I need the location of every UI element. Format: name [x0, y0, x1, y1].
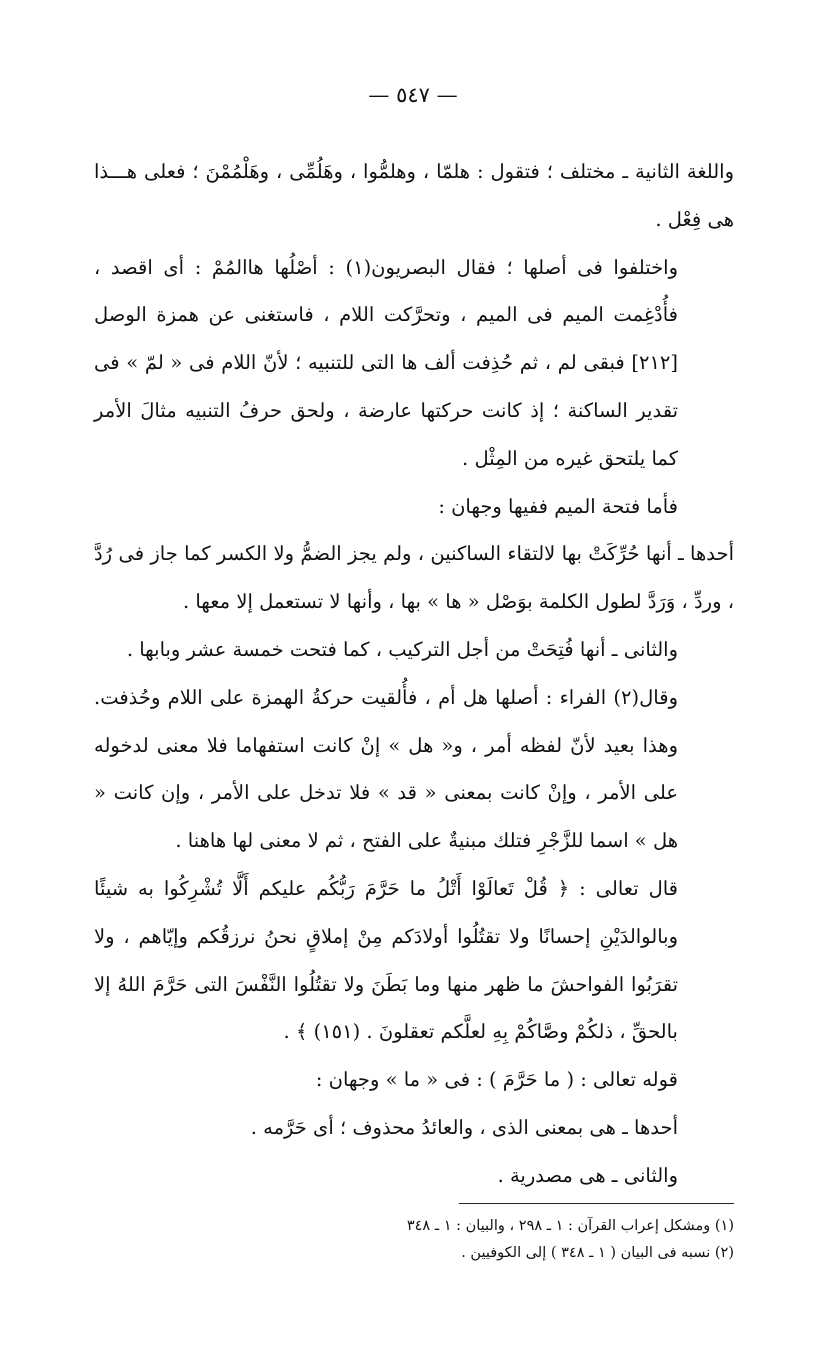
footnote-divider — [459, 1203, 734, 1204]
paragraph-2: واختلفوا فى أصلها ؛ فقال البصريون(١) : أصْلُها هاالمُمْ : أى اقصد ، فأُدْغِمت الميم فى الميم ، وتحرَّكت اللام ، فاستغنى عن همزة الوصل [٢١٢] فبقى لم ، ثم حُذِفت ألف ها التى للتنبيه ؛ لأنّ اللام فى « لمّ » فى تقدير الساكنة ؛ إذ كانت حركتها عارضة ، ولحق حرفُ التنبيه مثالَ الأمر كما يلتحق غيره من المِثْل . — [94, 255, 678, 470]
paragraph-1: واللغة الثانية ـ مختلف ؛ فتقول : هلمّا ، وهلمُّوا ، وهَلُمِّى ، وهَلْمُمْنَ ؛ فعلى هـــذا هى فِعْل . — [94, 160, 734, 231]
page-number: — ٥٤٧ — — [368, 83, 458, 107]
paragraph-6: وقال(٢) الفراء : أصلها هل أم ، فأُلقيت حركةُ الهمزة على اللام وحُذفت. وهذا بعيد لأنّ لفظه أمر ، و« هل » إنْ كانت استفهاما فلا معنى لدخوله على الأمر ، وإنْ كانت بمعنى « قد » فلا تدخل على الأمر ، وإن كانت « هل » اسما للزَّجْرِ فتلك مبنيةٌ على الفتح ، ثم لا معنى لها هاهنا . — [94, 685, 678, 853]
paragraph-10: والثانى ـ هى مصدرية . — [497, 1163, 678, 1187]
main-text — [94, 148, 734, 1200]
paragraph-9: أحدها ـ هى بمعنى الذى ، والعائدُ محذوف ؛ أى حَرَّمه . — [250, 1115, 678, 1139]
paragraph-8: قوله تعالى : ( ما حَرَّمَ ) : فى « ما » وجهان : — [315, 1068, 678, 1092]
footnote-1: (١) ومشكل إعراب القرآن : ١ ـ ٢٩٨ ، والبيان : ١ ـ ٣٤٨ — [406, 1218, 734, 1234]
paragraph-3: فأما فتحة الميم ففيها وجهان : — [438, 494, 678, 518]
quran-verse-paragraph: قال تعالى : ﴿ قُلْ تَعالَوْا أَتْلُ ما حَرَّمَ رَبُّكُم عليكم أَلَّا تُشْرِكُوا به شيئًا وبالوالدَيْنِ إحسانًا ولا تقتُلُوا أولادَكم مِنْ إملاقٍ نحنُ نرزقُكم وإيّاهم ، ولا تقرَبُوا الفواحشَ ما ظهر منها وما بَطَنَ ولا تقتُلُوا النَّفْسَ التى حَرَّمَ اللهُ إلا بالحقِّ ، ذلكُمْ وصَّاكُمْ بِهِ لعلَّكم تعقلونَ . (١٥١) ﴾ . — [94, 876, 678, 1044]
paragraph-4: أحدها ـ أنها حُرِّكَتْ بها لالتقاء الساكنين ، ولم يجز الضمُّ ولا الكسر كما جاز فى رُدَّ ، وردِّ ، وَرَدَّ لطول الكلمة بوَصْل « ها » بها ، وأنها لا تستعمل إلا معها . — [94, 542, 734, 614]
footnote-2: (٢) نسبه فى البيان ( ١ ـ ٣٤٨ ) إلى الكوفيين . — [461, 1245, 734, 1261]
paragraph-5: والثانى ـ أنها فُتِحَتْ من أجل التركيب ، كما فتحت خمسة عشر وبابها . — [126, 637, 678, 661]
footnotes — [94, 1213, 734, 1267]
